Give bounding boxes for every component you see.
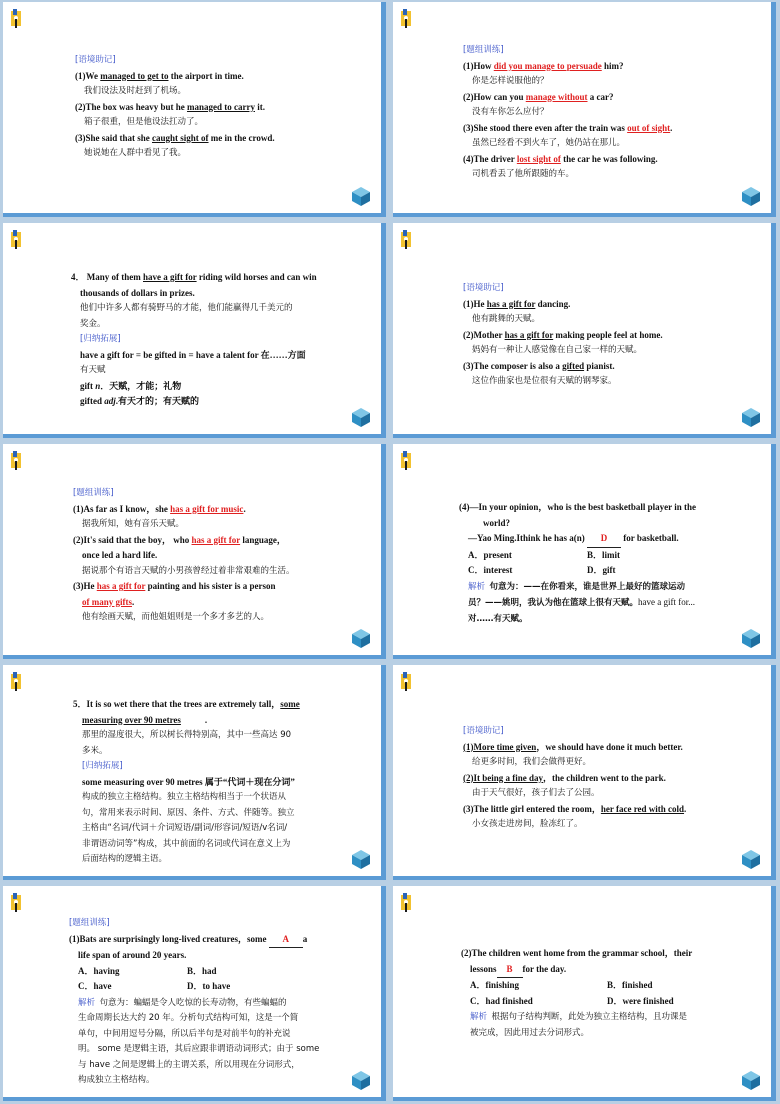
section-tag: [归纳拓展] [82,761,123,771]
sentence-text: (1)How [463,60,494,71]
slide-1[interactable] [3,2,386,217]
sentence-text: (3)The little girl entered the room， [463,803,601,814]
sentence-text: him? [601,60,624,71]
sentence-text: (1)He [463,298,487,309]
option-a[interactable]: A．having [78,965,120,976]
sentence-text: . [243,503,246,514]
answer-text: manage without [525,91,588,102]
book-logo-icon [399,671,415,693]
sentence-text: ，the children went to the park. [543,772,666,783]
question-text: for basketball. [621,533,679,543]
analysis-text: 生命周期长达大约 20 年。分析句式结构可知，这是一个简 [78,1013,299,1023]
sentence-text: (3)She said that she [75,132,153,143]
analysis-text: 句意为：——在你看来，谁是世界上最好的篮球运动 [489,581,686,592]
note-text: 有天赋 [80,365,106,375]
sentence-text: (4)The driver [463,153,517,164]
answer-text: has a gift for [191,534,241,545]
option-d[interactable]: D．gift [587,565,616,575]
sentence-text: me in the crowd. [208,132,275,143]
key-phrase: caught sight of [152,132,209,143]
translation: 虽然已经看不到火车了，她仍站在那儿。 [472,138,626,148]
question-text: for the day. [522,963,567,974]
slide-content [75,53,275,162]
cube-icon [740,185,762,207]
translation: 奖金。 [80,318,106,329]
key-phrase: has a gift for [504,329,554,340]
slide-6[interactable] [393,444,776,659]
translation: 没有车你怎么应付？ [472,107,549,117]
answer-text: of many gifts [82,596,132,607]
analysis-text: have a gift for... [638,597,695,607]
slide-5[interactable] [3,444,386,659]
sentence-text: 5．It is so wet there that the trees are extremely tall， [73,699,281,709]
option-d[interactable]: D．to have [187,981,231,991]
sentence-text: dancing. [535,298,571,309]
slide-content [73,697,300,868]
sentence-text: thousands of dollars in prizes. [80,287,195,298]
sentence-text: . [684,803,687,814]
section-tag: [题组训练] [73,488,114,498]
translation: 她说她在人群中看见了我。 [84,148,187,158]
cube-icon [350,185,372,207]
question-text: world? [483,517,510,528]
analysis-label: 解析 [468,581,486,592]
word: gift [80,380,96,391]
cube-icon [350,406,372,428]
analysis-text: 对……有天赋。 [468,613,528,624]
translation: 这位作曲家也是位很有天赋的钢琴家。 [472,376,617,386]
section-tag: [题组训练] [69,918,110,928]
slide-4[interactable] [393,223,776,438]
answer-text: lost sight of [516,153,561,164]
note-text: 句，常用来表示时间、原因、条件、方式、伴随等。独立 [82,807,295,818]
sentence-text: riding wild horses and can win [196,272,317,282]
sentence-text: 4． Many of them [71,272,143,282]
sentence-text: once led a hard life. [82,550,158,560]
sentence-text: (3)He [73,581,97,591]
section-tag: [语境助记] [463,726,504,736]
slide-content [73,486,295,626]
answer-blank: B [497,962,523,979]
question-text: (1)Bats are surprisingly long-lived creatures，some [69,933,269,944]
definition: .有天才的；有天赋的 [115,396,200,406]
option-b[interactable]: B．limit [587,549,620,560]
slide-content [463,281,663,390]
sentence-text: painting and his sister is a person [145,581,276,591]
translation: 箱子很重，但是他设法扛动了。 [84,117,204,127]
sentence-text: . [204,714,208,725]
slide-10[interactable] [393,886,776,1101]
analysis-label: 解析 [470,1012,488,1022]
translation: 多米。 [82,745,108,756]
slide-content [69,916,319,1089]
sentence-text: (1)As far as I know，she [73,503,171,514]
book-logo-icon [9,229,25,251]
translation: 我们设法及时赶到了机场。 [84,86,187,96]
option-a[interactable]: A．finishing [470,980,520,990]
book-logo-icon [9,450,25,472]
cube-icon [740,1069,762,1091]
book-logo-icon [399,229,415,251]
option-b[interactable]: B．had [187,965,217,976]
cube-icon [740,406,762,428]
section-tag: [归纳拓展] [80,334,121,344]
key-phrase: managed to carry [187,101,255,112]
slide-7[interactable] [3,665,386,880]
section-tag: [语境助记] [75,55,116,65]
analysis-text: 单句，中间用逗号分隔，所以后半句是对前半句的补充说 [78,1028,291,1039]
sentence-text: . [132,596,135,607]
sentence-text: (3)The composer is also a [463,360,563,371]
sentence-text: (1)We [75,70,101,81]
analysis-text: 与 have 之间是逻辑上的主谓关系，所以用现在分词形式， [78,1059,300,1070]
question-text: (2)The children went home from the grammar school，their [461,948,693,958]
slide-9[interactable] [3,886,386,1101]
section-tag: [语境助记] [463,283,504,293]
note-text: some measuring over 90 metres 属于“代词＋现在分词” [82,776,295,787]
sentence-text: it. [255,101,265,112]
sentence-text: pianist. [584,360,615,371]
answer-blank: D [587,531,621,548]
slide-content [71,270,317,410]
book-logo-icon [9,892,25,914]
sentence-text: language， [240,534,286,545]
book-logo-icon [9,8,25,30]
answer-text: did you manage to persuade [493,60,602,71]
sentence-text: ，we should have done it much better. [536,741,683,752]
cube-icon [350,627,372,649]
answer-text: has a gift for music [170,503,244,514]
note-text: 构成的独立主格结构。独立主格结构相当于一个状语从 [82,792,287,802]
note-text: 非谓语动词等”构成，其中前面的名词或代词在意义上为 [82,838,291,849]
note-text: 后面结构的逻辑主语。 [82,854,168,864]
option-c[interactable]: C．had finished [470,995,533,1006]
question-text: life span of around 20 years. [78,950,187,960]
sentence-text: (2)The box was heavy but he [75,101,188,112]
option-d[interactable]: D．were finished [607,995,674,1006]
question-text: lessons [470,963,497,974]
analysis-text: 被完成，因此用过去分词形式。 [470,1027,590,1038]
analysis-text: 根据句子结构判断，此处为独立主格结构，且功课是 [491,1012,688,1022]
word: gifted [80,396,105,406]
option-c[interactable]: C．have [78,981,112,991]
slide-3[interactable] [3,223,386,438]
question-text: a [302,933,308,944]
translation: 据说那个有语言天赋的小男孩曾经过着非常艰难的生活。 [82,565,295,576]
analysis-text: 句意为：蝙蝠是令人吃惊的长寿动物，有些蝙蝠的 [99,997,287,1008]
analysis-label: 解析 [78,997,96,1008]
cube-icon [740,848,762,870]
key-phrase: (2)It being a fine day [463,772,544,783]
definition: ．天赋，才能；礼物 [100,380,182,391]
analysis-text: 构成独立主格结构。 [78,1075,155,1085]
slide-content [463,43,672,183]
cube-icon [350,848,372,870]
slide-content [463,724,686,833]
key-phrase: have a gift for [143,272,197,282]
book-logo-icon [399,8,415,30]
translation: 他们中许多人都有骑野马的才能，他们能赢得几千美元的 [80,303,293,313]
analysis-text: 明。 some 是逻辑主语，其后应跟非谓语动词形式；由于 some [78,1044,320,1054]
book-logo-icon [399,450,415,472]
translation: 他有跳舞的天赋。 [472,314,541,324]
analysis-text: 员？——姚明，我认为他在篮球上很有天赋。 [468,598,639,608]
section-tag: [题组训练] [463,45,504,55]
answer-blank: A [269,932,303,949]
translation: 小女孩走进房间，脸冻红了。 [472,819,583,829]
translation: 他有绘画天赋，而他姐姐则是一个多才多艺的人。 [82,612,270,622]
sentence-text: making people feel at home. [553,329,663,340]
answer-text: has a gift for [96,581,146,591]
sentence-text: the airport in time. [168,70,244,81]
slide-content [459,500,696,627]
book-logo-icon [9,671,25,693]
question-text: —Yao Ming.Ithink he has a(n) [468,533,588,543]
translation: 妈妈有一种让人感觉像在自己家一样的天赋。 [472,345,643,355]
part-of-speech: n [95,380,101,391]
key-phrase: has a gift for [486,298,536,309]
sentence-text: (2)Mother [463,329,505,340]
key-phrase: gifted [562,360,585,371]
note-text: have a gift for = be gifted in = have a talent for 在……方面 [80,349,306,360]
cube-icon [350,1069,372,1091]
answer-text: out of sight [627,122,671,133]
sentence-text: (2)It's said that the boy， who [73,534,192,545]
translation: 司机看丢了他所跟随的车。 [472,169,575,179]
book-logo-icon [399,892,415,914]
sentence-text: the car he was following. [560,153,658,164]
sentence-text: . [670,122,673,133]
option-c[interactable]: C．interest [468,565,513,575]
slide-content [461,946,692,1041]
note-text: 主格由“名词/代词＋介词短语/副词/形容词/短语/v名词/ [82,823,288,833]
key-phrase: (1)More time given [463,741,537,752]
key-phrase: managed to get to [100,70,169,81]
translation: 由于天气很好，孩子们去了公园。 [472,788,600,798]
slide-8[interactable] [393,665,776,880]
option-b[interactable]: B．finished [607,980,653,990]
key-phrase: her face red with cold [600,803,685,814]
sentence-text: (3)She stood there even after the train was [463,122,628,133]
slide-2[interactable] [393,2,776,217]
translation: 那里的湿度很大，所以树长得特别高，其中一些高达 90 [82,730,292,740]
question-text: (4)—In your opinion，who is the best basketball player in the [459,502,696,512]
sentence-text: a car? [587,91,614,102]
sentence-text: (2)How can you [463,91,526,102]
translation: 你是怎样说服他的？ [472,76,549,86]
key-phrase: measuring over 90 metres [82,714,181,725]
translation: 据我所知，她有音乐天赋。 [82,519,185,529]
option-a[interactable]: A．present [468,549,512,560]
key-phrase: some [280,699,300,709]
translation: 给更多时间，我们会做得更好。 [472,757,592,767]
cube-icon [740,627,762,649]
part-of-speech: adj [104,396,116,406]
